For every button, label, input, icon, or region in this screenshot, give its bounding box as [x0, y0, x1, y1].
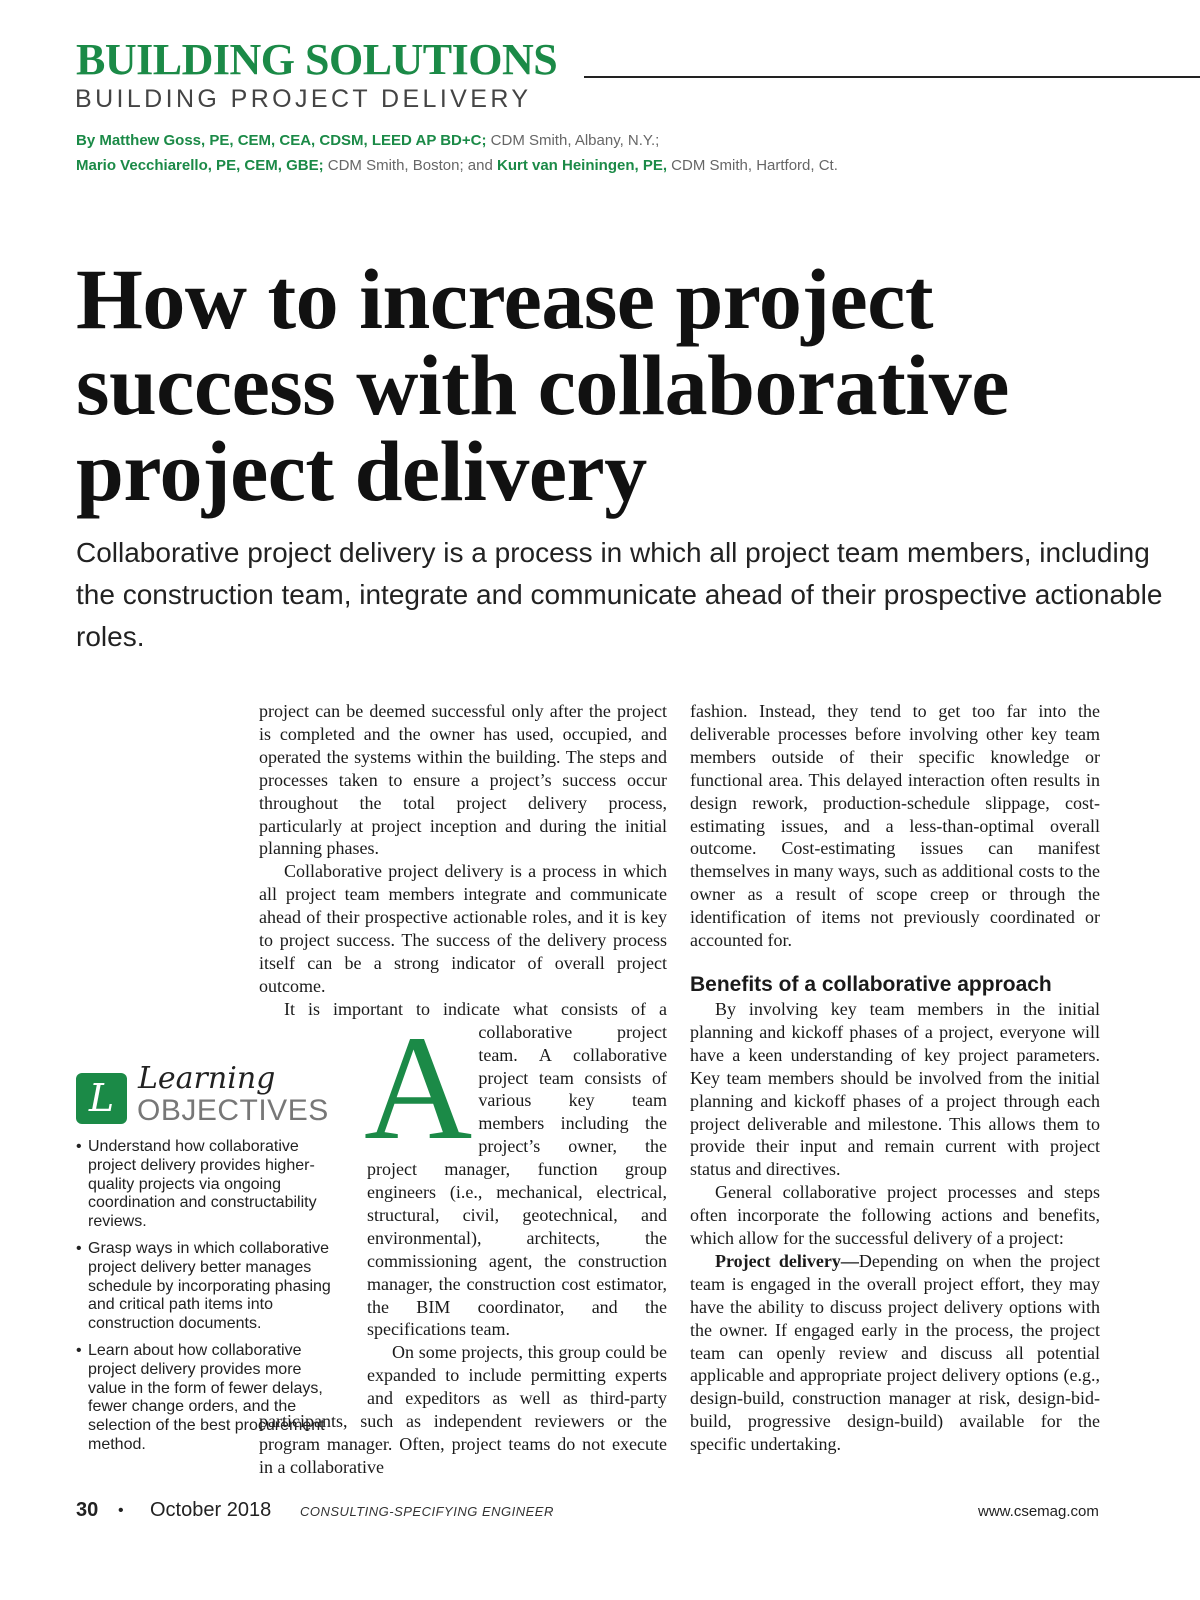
- paragraph: General collaborative project processes and steps often incorporate the following actions and benefits, which allow for the successful delivery of a project:: [690, 1182, 1100, 1249]
- publication-name: CONSULTING-SPECIFYING ENGINEER: [300, 1504, 554, 1519]
- issue-date: October 2018: [150, 1499, 272, 1521]
- drop-cap: A: [364, 1005, 473, 1171]
- section-title: BUILDING SOLUTIONS: [76, 35, 558, 84]
- author-affiliation: CDM Smith, Albany, N.Y.;: [486, 132, 660, 149]
- paragraph: fashion. Instead, they tend to get too far into the deliverable processes before involving other key team members outside of their specific knowledge or functional area. This delayed interaction often results in design rework, production-schedule slippage, cost-estimating issues, and a less-than-optimal overall outcome. Cost-estimating issues can manifest themselves in many ways, such as additional costs to the owner as a result of scope creep or through the identification of items not previously coordinated or accounted for.: [690, 701, 1100, 951]
- learning-objectives-list: [76, 1138, 338, 1463]
- article-deck: Collaborative project delivery is a process in which all project team members, including the construction team, integrate and communicate ahead of their prospective actionable roles.: [76, 537, 1163, 652]
- byline-line-1: [76, 133, 659, 148]
- section-subtitle: BUILDING PROJECT DELIVERY: [75, 85, 532, 113]
- paragraph: On some projects, this group could be expanded to include permitting experts and expeditors as well as third-party participants, such as independent reviewers or the program manager. Often, project teams do not execute in a collaborative: [259, 1342, 667, 1477]
- article-headline: How to increase project success with collaborative project delivery: [76, 251, 1009, 519]
- learning-objective-item: • Learn about how collaborative project delivery provides more value in the form of fewer delays, fewer change orders, and the selection of the best procurement method.: [76, 1342, 338, 1455]
- author-affiliation: CDM Smith, Hartford, Ct.: [667, 157, 838, 174]
- section-heading: Benefits of a collaborative approach: [690, 972, 1052, 996]
- run-in-heading: Project delivery—: [715, 1250, 859, 1271]
- learning-objective-item: • Grasp ways in which collaborative project delivery better manages schedule by incorporating phasing and critical path items into construction documents.: [76, 1240, 338, 1334]
- author-affiliation: CDM Smith, Boston; and: [323, 157, 497, 174]
- paragraph: Collaborative project delivery is a process in which all project team members integrate and communicate ahead of their prospective actionable roles, and it is key to project success. The success of the delivery process itself can be a strong indicator of overall project outcome.: [259, 861, 667, 996]
- footer-separator: •: [118, 1502, 124, 1519]
- byline-line-2: [76, 158, 838, 173]
- paragraph-text: project can be deemed successful only after the project is completed and the owner has used, occupied, and operated the systems within the building. The steps and processes taken to ensure a project’s success occur throughout the total project delivery process, particularly at project inception and during the initial planning phases.: [259, 701, 667, 859]
- paragraph: By involving key team members in the initial planning and kickoff phases of a project, everyone will have a keen understanding of key project parameters. Key team members should be involved from the initial planning and kickoff phases of a project through each project deliverable and milestone. This allows them to provide their input and remain current with project status and directives.: [690, 998, 1100, 1180]
- header-rule: [584, 76, 1200, 78]
- page-number: 30: [76, 1499, 99, 1521]
- author-name: By Matthew Goss, PE, CEM, CEA, CDSM, LEED AP BD+C;: [76, 132, 487, 149]
- learning-objectives-subtitle: OBJECTIVES: [137, 1094, 329, 1127]
- author-name: Kurt van Heiningen, PE,: [496, 157, 668, 174]
- website-link[interactable]: www.csemag.com: [978, 1503, 1099, 1520]
- learning-objectives-title: Learning: [138, 1061, 276, 1096]
- paragraph: [690, 1250, 1100, 1456]
- learning-objective-item: • Understand how collaborative project delivery provides higher-quality projects via ongoing coordination and constructability reviews.: [76, 1138, 338, 1232]
- paragraph-text: Depending on when the project team is engaged in the overall project effort, they may have the ability to discuss project delivery options with the owner. If engaged early in the process, the project team can openly review and discuss all potential applicable and appropriate project delivery options (e.g., design-build, construction manager at risk, design-bid-build, progressive design-build) available for the specific undertaking.: [690, 1250, 1101, 1455]
- author-name: Mario Vecchiarello, PE, CEM, GBE;: [76, 157, 324, 174]
- learning-objectives-badge: L: [76, 1073, 127, 1124]
- article-column-2: [690, 700, 1100, 1456]
- paragraph: It is important to indicate what consists of a collaborative project team. A collaborative project team consists of various key team members including the project’s owner, the project manager, function group engineers (i.e., mechanical, electrical, structural, civil, geotechnical, and environmental), architects, the commissioning agent, the construction manager, the construction cost estimator, the BIM coordinator, and the specifications team.: [284, 998, 667, 1340]
